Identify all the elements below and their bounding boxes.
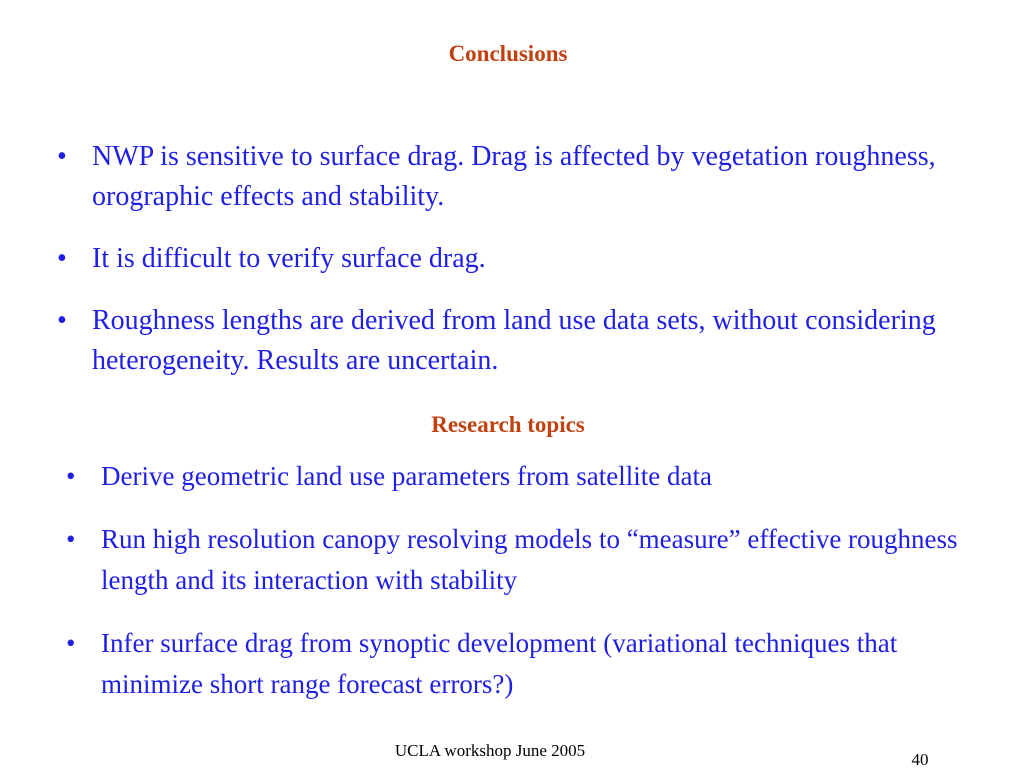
bullet-icon: • <box>66 628 76 658</box>
page-number: 40 <box>911 750 929 769</box>
research-topic-item <box>66 623 981 705</box>
research-topic-item <box>66 519 981 601</box>
bullet-icon: • <box>57 305 67 336</box>
bullet-icon: • <box>66 461 76 491</box>
section-subtitle: Research topics <box>431 412 585 437</box>
conclusions-list <box>57 137 992 403</box>
research-topic-text: Infer surface drag from synoptic development (variational techniques that minimize short range forecast errors?) <box>101 628 898 699</box>
conclusion-text: Roughness lengths are derived from land use data sets, without considering heterogeneity. Results are uncertain. <box>92 305 936 376</box>
bullet-icon: • <box>66 524 76 554</box>
research-topic-text: Derive geometric land use parameters from satellite data <box>101 461 712 491</box>
conclusion-item <box>57 239 992 279</box>
research-topic-item <box>66 456 981 497</box>
bullet-icon: • <box>57 243 67 274</box>
conclusion-item <box>57 137 992 217</box>
conclusion-text: It is difficult to verify surface drag. <box>92 243 486 274</box>
research-topic-text: Run high resolution canopy resolving models to “measure” effective roughness length and its interaction with stability <box>101 524 958 595</box>
research-topics-list <box>66 456 981 727</box>
slide-title: Conclusions <box>448 41 568 66</box>
bullet-icon: • <box>57 141 67 172</box>
footer-text: UCLA workshop June 2005 <box>394 741 586 760</box>
conclusion-item <box>57 301 992 381</box>
conclusion-text: NWP is sensitive to surface drag. Drag is affected by vegetation roughness, orographic effects and stability. <box>92 141 936 212</box>
